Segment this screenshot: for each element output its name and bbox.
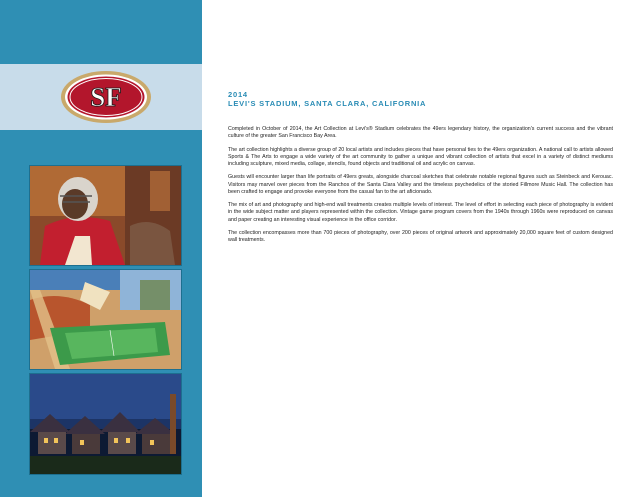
article-content (228, 90, 613, 251)
sf-49ers-logo (60, 70, 152, 124)
stadium-collage-artwork (29, 269, 182, 370)
paragraph: Completed in October of 2014, the Art Collection at Levi's® Stadium celebrates the 49ers legendary history, the organization's current success and the vibrant culture of the greater San Francisco Bay Area. (228, 126, 613, 140)
year-heading: 2014 (228, 90, 248, 99)
football-player-portrait (29, 165, 182, 266)
article-body (228, 126, 613, 244)
paragraph: The collection encompasses more than 700 pieces of photography, over 200 pieces of original artwork and approximately 20,000 square feet of custom designed wall treatments. (228, 229, 613, 244)
paragraph: The mix of art and photography and high-end wall treatments creates multiple levels of interest. The level of effort in selecting each piece of photography is evident in the wide subject matter and players represented within the collection. Vintage game program covers from the 1940s through 1960s were reproduced on canvas and paper creating an interesting visual experience in the office corridor. (228, 202, 613, 223)
city-night-photograph (29, 373, 182, 475)
paragraph: The art collection highlights a diverse group of 20 local artists and includes pieces that have personal ties to the 49ers organization. A national call to artists allowed Sports & The Arts to engage a wide variety of the art community to gather a unique and vibrant collection of artists that excel in a variety of distinct mediums including sculpture, mixed media, collage, stencils, found objects and traditional oil and acrylic on canvas. (228, 146, 613, 167)
location-heading: LEVI'S STADIUM, SANTA CLARA, CALIFORNIA (228, 99, 427, 108)
svg-text:SF: SF (90, 82, 122, 112)
paragraph: Guests will encounter larger than life portraits of 49ers greats, alongside charcoal sketches that celebrate notable regional figures such as Steinbeck and Kerouac. Visitors may marvel over pieces from the Ranchos of the Santa Clara Valley and the timeless psychedelics of the storied Fillmore Music Hall. The collection has been crafted to engage and provoke everyone from the casual fan to the art aficionado. (228, 174, 613, 195)
